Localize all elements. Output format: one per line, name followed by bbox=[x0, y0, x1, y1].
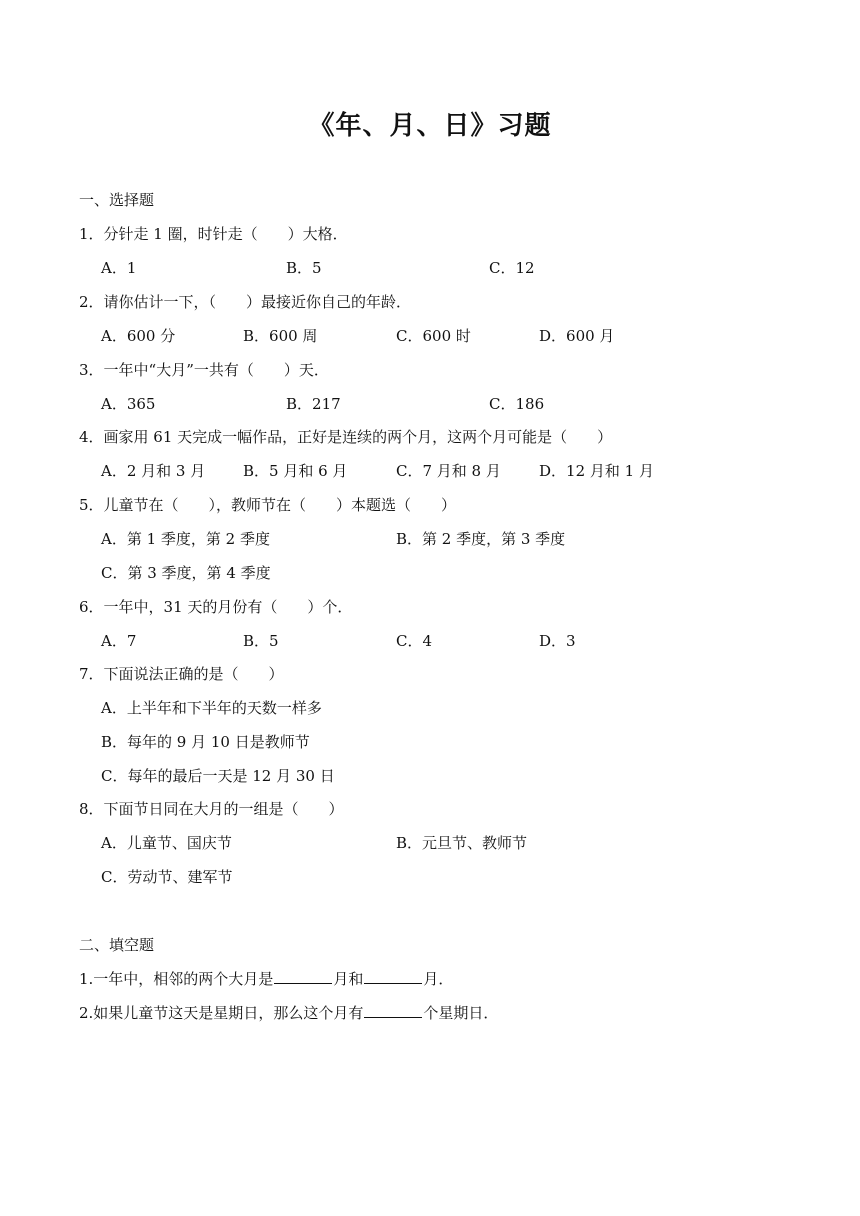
q2-option-a: A．600 分 bbox=[101, 327, 176, 345]
q5-option-c: C．第 3 季度，第 4 季度 bbox=[101, 564, 271, 582]
question-1: 1．分针走 1 圈，时针走（ ）大格． bbox=[79, 225, 348, 243]
q3-option-c: C．186 bbox=[489, 395, 545, 413]
q4-option-d: D．12 月和 1 月 bbox=[539, 462, 654, 480]
fill-question-2 bbox=[79, 1003, 498, 1023]
q8-option-c: C．劳动节、建军节 bbox=[101, 868, 233, 886]
question-3: 3．一年中“大月”一共有（ ）天． bbox=[79, 361, 329, 379]
answer-blank[interactable] bbox=[274, 969, 332, 984]
question-8: 8．下面节日同在大月的一组是（ ） bbox=[79, 800, 344, 818]
answer-blank[interactable] bbox=[364, 1003, 422, 1018]
question-5: 5．儿童节在（ ），教师节在（ ）本题选（ ） bbox=[79, 496, 457, 514]
q1-option-b: B．5 bbox=[286, 259, 322, 277]
question-4: 4．画家用 61 天完成一幅作品，正好是连续的两个月，这两个月可能是（ ） bbox=[79, 428, 613, 446]
q1-option-a: A．1 bbox=[101, 259, 137, 277]
q1-option-c: C．12 bbox=[489, 259, 535, 277]
q4-option-c: C．7 月和 8 月 bbox=[396, 462, 501, 480]
q2-option-c: C．600 时 bbox=[396, 327, 471, 345]
q6-option-a: A．7 bbox=[101, 632, 137, 650]
fill-q1-text-1: 1.一年中，相邻的两个大月是 bbox=[79, 970, 274, 988]
fill-q2-text-2: 个星期日． bbox=[423, 1004, 499, 1022]
q2-option-b: B．600 周 bbox=[243, 327, 318, 345]
answer-blank[interactable] bbox=[364, 969, 422, 984]
q2-option-d: D．600 月 bbox=[539, 327, 615, 345]
q4-option-a: A．2 月和 3 月 bbox=[101, 462, 206, 480]
q7-option-b: B．每年的 9 月 10 日是教师节 bbox=[101, 733, 310, 751]
q8-option-a: A．儿童节、国庆节 bbox=[101, 834, 232, 852]
q7-option-c: C．每年的最后一天是 12 月 30 日 bbox=[101, 767, 335, 785]
q5-option-b: B．第 2 季度，第 3 季度 bbox=[396, 530, 566, 548]
fill-q2-text-1: 2.如果儿童节这天是星期日，那么这个月有 bbox=[79, 1004, 364, 1022]
q3-option-b: B．217 bbox=[286, 395, 341, 413]
question-6: 6．一年中，31 天的月份有（ ）个． bbox=[79, 598, 353, 616]
q7-option-a: A．上半年和下半年的天数一样多 bbox=[101, 699, 322, 717]
fill-question-1 bbox=[79, 969, 453, 989]
q4-option-b: B．5 月和 6 月 bbox=[243, 462, 348, 480]
q5-option-a: A．第 1 季度，第 2 季度 bbox=[101, 530, 270, 548]
q6-option-d: D．3 bbox=[539, 632, 576, 650]
q6-option-b: B．5 bbox=[243, 632, 279, 650]
q3-option-a: A．365 bbox=[101, 395, 156, 413]
fill-q1-text-2: 月和 bbox=[333, 970, 364, 988]
q6-option-c: C．4 bbox=[396, 632, 433, 650]
q8-option-b: B．元旦节、教师节 bbox=[396, 834, 528, 852]
section-heading-fill: 二、填空题 bbox=[79, 936, 155, 954]
page-title: 《年、月、日》习题 bbox=[308, 111, 552, 141]
question-7: 7．下面说法正确的是（ ） bbox=[79, 665, 284, 683]
section-heading-choice: 一、选择题 bbox=[79, 191, 155, 209]
question-2: 2．请你估计一下，（ ）最接近你自己的年龄． bbox=[79, 293, 412, 311]
fill-q1-text-3: 月． bbox=[423, 970, 454, 988]
